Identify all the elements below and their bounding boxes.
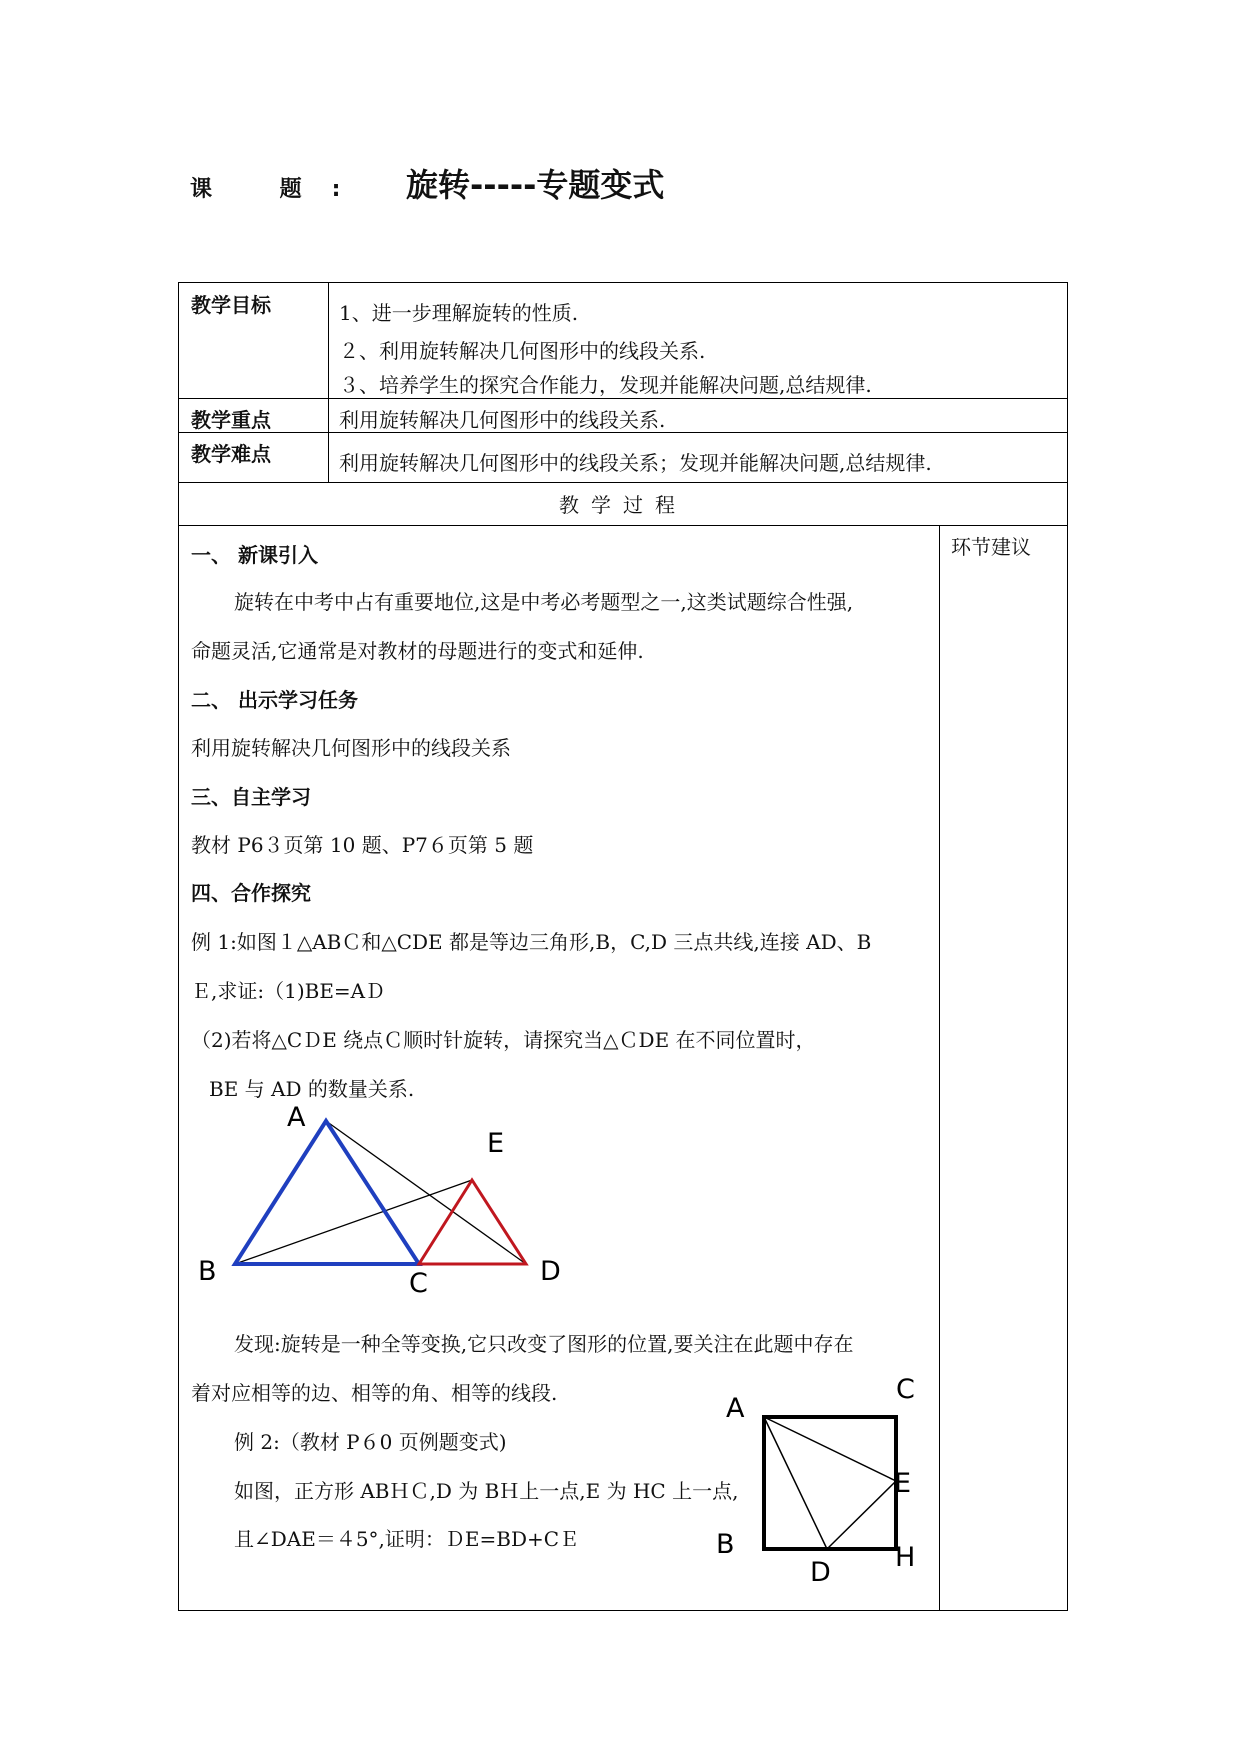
- example-text: （2)若将△CＤE 绕点Ｃ顺时针旋转，请探究当△ＣDE 在不同位置时，: [191, 1028, 816, 1052]
- row-divider: [179, 398, 1067, 399]
- objective-item: ２、利用旋转解决几何图形中的线段关系.: [339, 339, 706, 363]
- segment-ae: [764, 1417, 896, 1481]
- title-row: [0, 160, 1241, 220]
- difficulty-text: 利用旋转解决几何图形中的线段关系；发现并能解决问题,总结规律.: [339, 451, 932, 475]
- label-e: E: [894, 1468, 912, 1499]
- label-e: E: [487, 1128, 505, 1159]
- key-point-text: 利用旋转解决几何图形中的线段关系.: [339, 408, 666, 432]
- label-d: D: [540, 1256, 561, 1287]
- section-title: 二、 出示学习任务: [191, 688, 358, 712]
- segment-be: [235, 1180, 472, 1264]
- example-text: 例 2:（教材 P６0 页例题变式): [234, 1430, 507, 1454]
- section-title: 四、合作探究: [191, 881, 311, 905]
- figure-1-triangles: [190, 1100, 580, 1300]
- label-d: D: [810, 1557, 831, 1588]
- paragraph: 命题灵活,它通常是对教材的母题进行的变式和延伸.: [191, 639, 644, 663]
- example-text: 且∠DAE＝４5°,证明：ＤE=BD+CＥ: [234, 1527, 580, 1551]
- paragraph: 旋转在中考中占有重要地位,这是中考必考题型之一,这类试题综合性强,: [234, 590, 854, 614]
- triangle-abc: [235, 1121, 419, 1264]
- label-h: H: [895, 1542, 916, 1573]
- example-text: Ｅ,求证:（1)BE=AＤ: [191, 979, 386, 1003]
- paragraph: 着对应相等的边、相等的角、相等的线段.: [191, 1381, 558, 1405]
- example-text: 如图，正方形 ABＨＣ,D 为 BＨ上一点,E 为 HC 上一点,: [234, 1479, 739, 1503]
- paragraph: 利用旋转解决几何图形中的线段关系: [191, 736, 511, 760]
- page-title: 旋转-----专题变式: [406, 166, 665, 204]
- label-c: C: [409, 1268, 428, 1299]
- row-divider: [179, 482, 1067, 483]
- row-divider: [179, 525, 1067, 526]
- label-column-divider: [328, 283, 329, 482]
- figure-2-square: [700, 1365, 940, 1605]
- title-label: 课 题:: [190, 177, 371, 202]
- key-point-label: 教学重点: [191, 408, 271, 432]
- label-c: C: [896, 1374, 915, 1405]
- paragraph: 教材 P6３页第 10 题、P7６页第 5 题: [191, 833, 534, 857]
- objective-item: 1、进一步理解旋转的性质.: [339, 301, 579, 325]
- section-title: 三、自主学习: [191, 785, 311, 809]
- paragraph: 发现:旋转是一种全等变换,它只改变了图形的位置,要关注在此题中存在: [234, 1332, 854, 1356]
- process-header: 教学过程: [559, 493, 687, 517]
- segment-de: [827, 1481, 896, 1549]
- side-header: 环节建议: [951, 535, 1031, 559]
- objectives-label: 教学目标: [191, 293, 271, 317]
- example-text: 例 1:如图１△ABＣ和△CDE 都是等边三角形,B，C,D 三点共线,连接 AD、B: [191, 930, 872, 954]
- segment-ad: [764, 1417, 827, 1549]
- label-a: A: [726, 1393, 745, 1424]
- square-abhc: [764, 1417, 896, 1549]
- label-b: B: [198, 1256, 217, 1287]
- example-text: BE 与 AD 的数量关系.: [209, 1077, 415, 1101]
- section-title: 一、 新课引入: [191, 543, 318, 567]
- difficulty-label: 教学难点: [191, 442, 271, 466]
- label-b: B: [716, 1529, 735, 1560]
- label-a: A: [287, 1102, 306, 1133]
- objective-item: ３、培养学生的探究合作能力，发现并能解决问题,总结规律.: [339, 373, 872, 397]
